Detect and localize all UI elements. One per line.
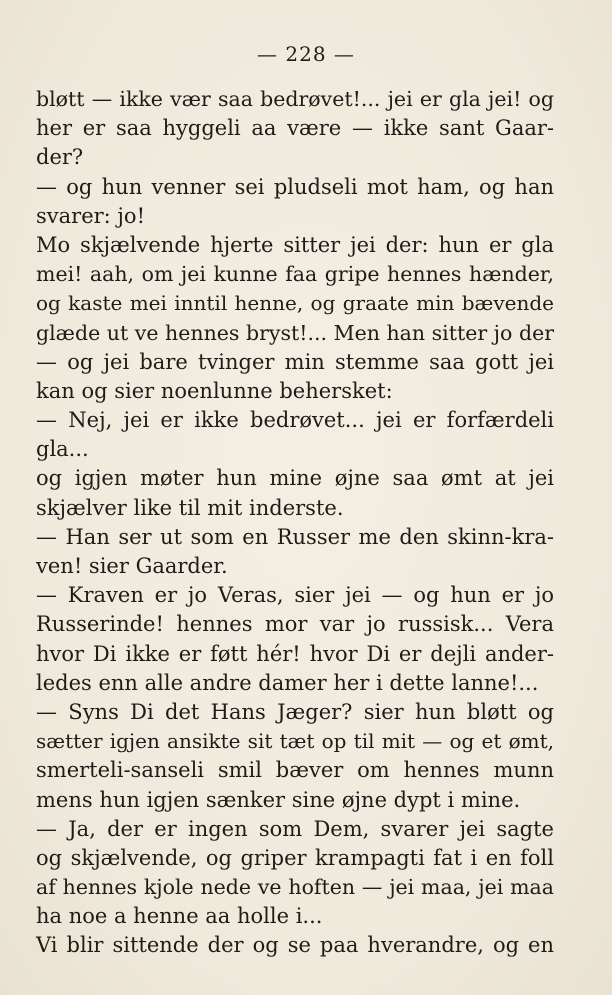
text-line: kan og sier noenlunne behersket: (36, 378, 393, 403)
text-line: og kaste mei inntil henne, og graate min bævende (36, 291, 554, 316)
text-line: glæde ut ve hennes bryst!... Men han sitter jo der (36, 320, 554, 345)
text-line: og skjælvende, og griper krampagti fat i en foll (36, 845, 554, 870)
text-line: ledes enn alle andre damer her i dette lanne!... (36, 670, 539, 695)
text-line: Vi blir sittende der og se paa hverandre, og en (36, 933, 554, 958)
text-line: sætter igjen ansikte sit tæt op til mit — og et ømt, (36, 729, 554, 754)
text-line: af hennes kjole nede ve hoften — jei maa, jei maa (36, 875, 554, 900)
text-line: — Ja, der er ingen som Dem, svarer jei sagte (36, 816, 554, 841)
text-line: bløtt — ikke vær saa bedrøvet!... jei er gla jei! og (36, 87, 554, 111)
text-line: ha noe a henne aa holle i... (36, 904, 323, 929)
text-line: — Han ser ut som en Russer me den skinn-kra- (36, 524, 554, 549)
text-line: og igjen møter hun mine øjne saa ømt at jei (36, 466, 554, 491)
text-line: — Syns Di det Hans Jæger? sier hun bløtt og (36, 699, 554, 724)
text-line: — Kraven er jo Veras, sier jei — og hun er jo (36, 583, 554, 608)
text-line: smerteli-sanseli smil bæver om hennes munn (36, 758, 554, 783)
text-line: gla... (36, 437, 89, 462)
text-line: Mo skjælvende hjerte sitter jei der: hun er gla (36, 232, 554, 257)
text-line: svarer: jo! (36, 203, 146, 228)
text-line: mens hun igjen sænker sine øjne dypt i mine. (36, 787, 521, 812)
text-line: Russerinde! hennes mor var jo russisk... Vera (36, 612, 554, 637)
text-line: — og hun venner sei pludseli mot ham, og han (36, 174, 554, 199)
text-line: skjælver like til mit inderste. (36, 495, 344, 520)
text-line: — og jei bare tvinger min stemme saa gott jei (36, 349, 554, 374)
text-line: hvor Di ikke er føtt hér! hvor Di er dejli ander- (36, 641, 554, 666)
text-line: ven! sier Gaarder. (36, 554, 228, 578)
page-number: — 228 — (257, 42, 355, 66)
text-line: mei! aah, om jei kunne faa gripe hennes hænder, (36, 262, 554, 287)
text-line: her er saa hyggeli aa være — ikke sant Gaar- (36, 116, 554, 141)
body-text (36, 85, 554, 961)
text-line: der? (36, 145, 84, 170)
text-line: — Nej, jei er ikke bedrøvet... jei er forfærdeli (36, 408, 554, 433)
